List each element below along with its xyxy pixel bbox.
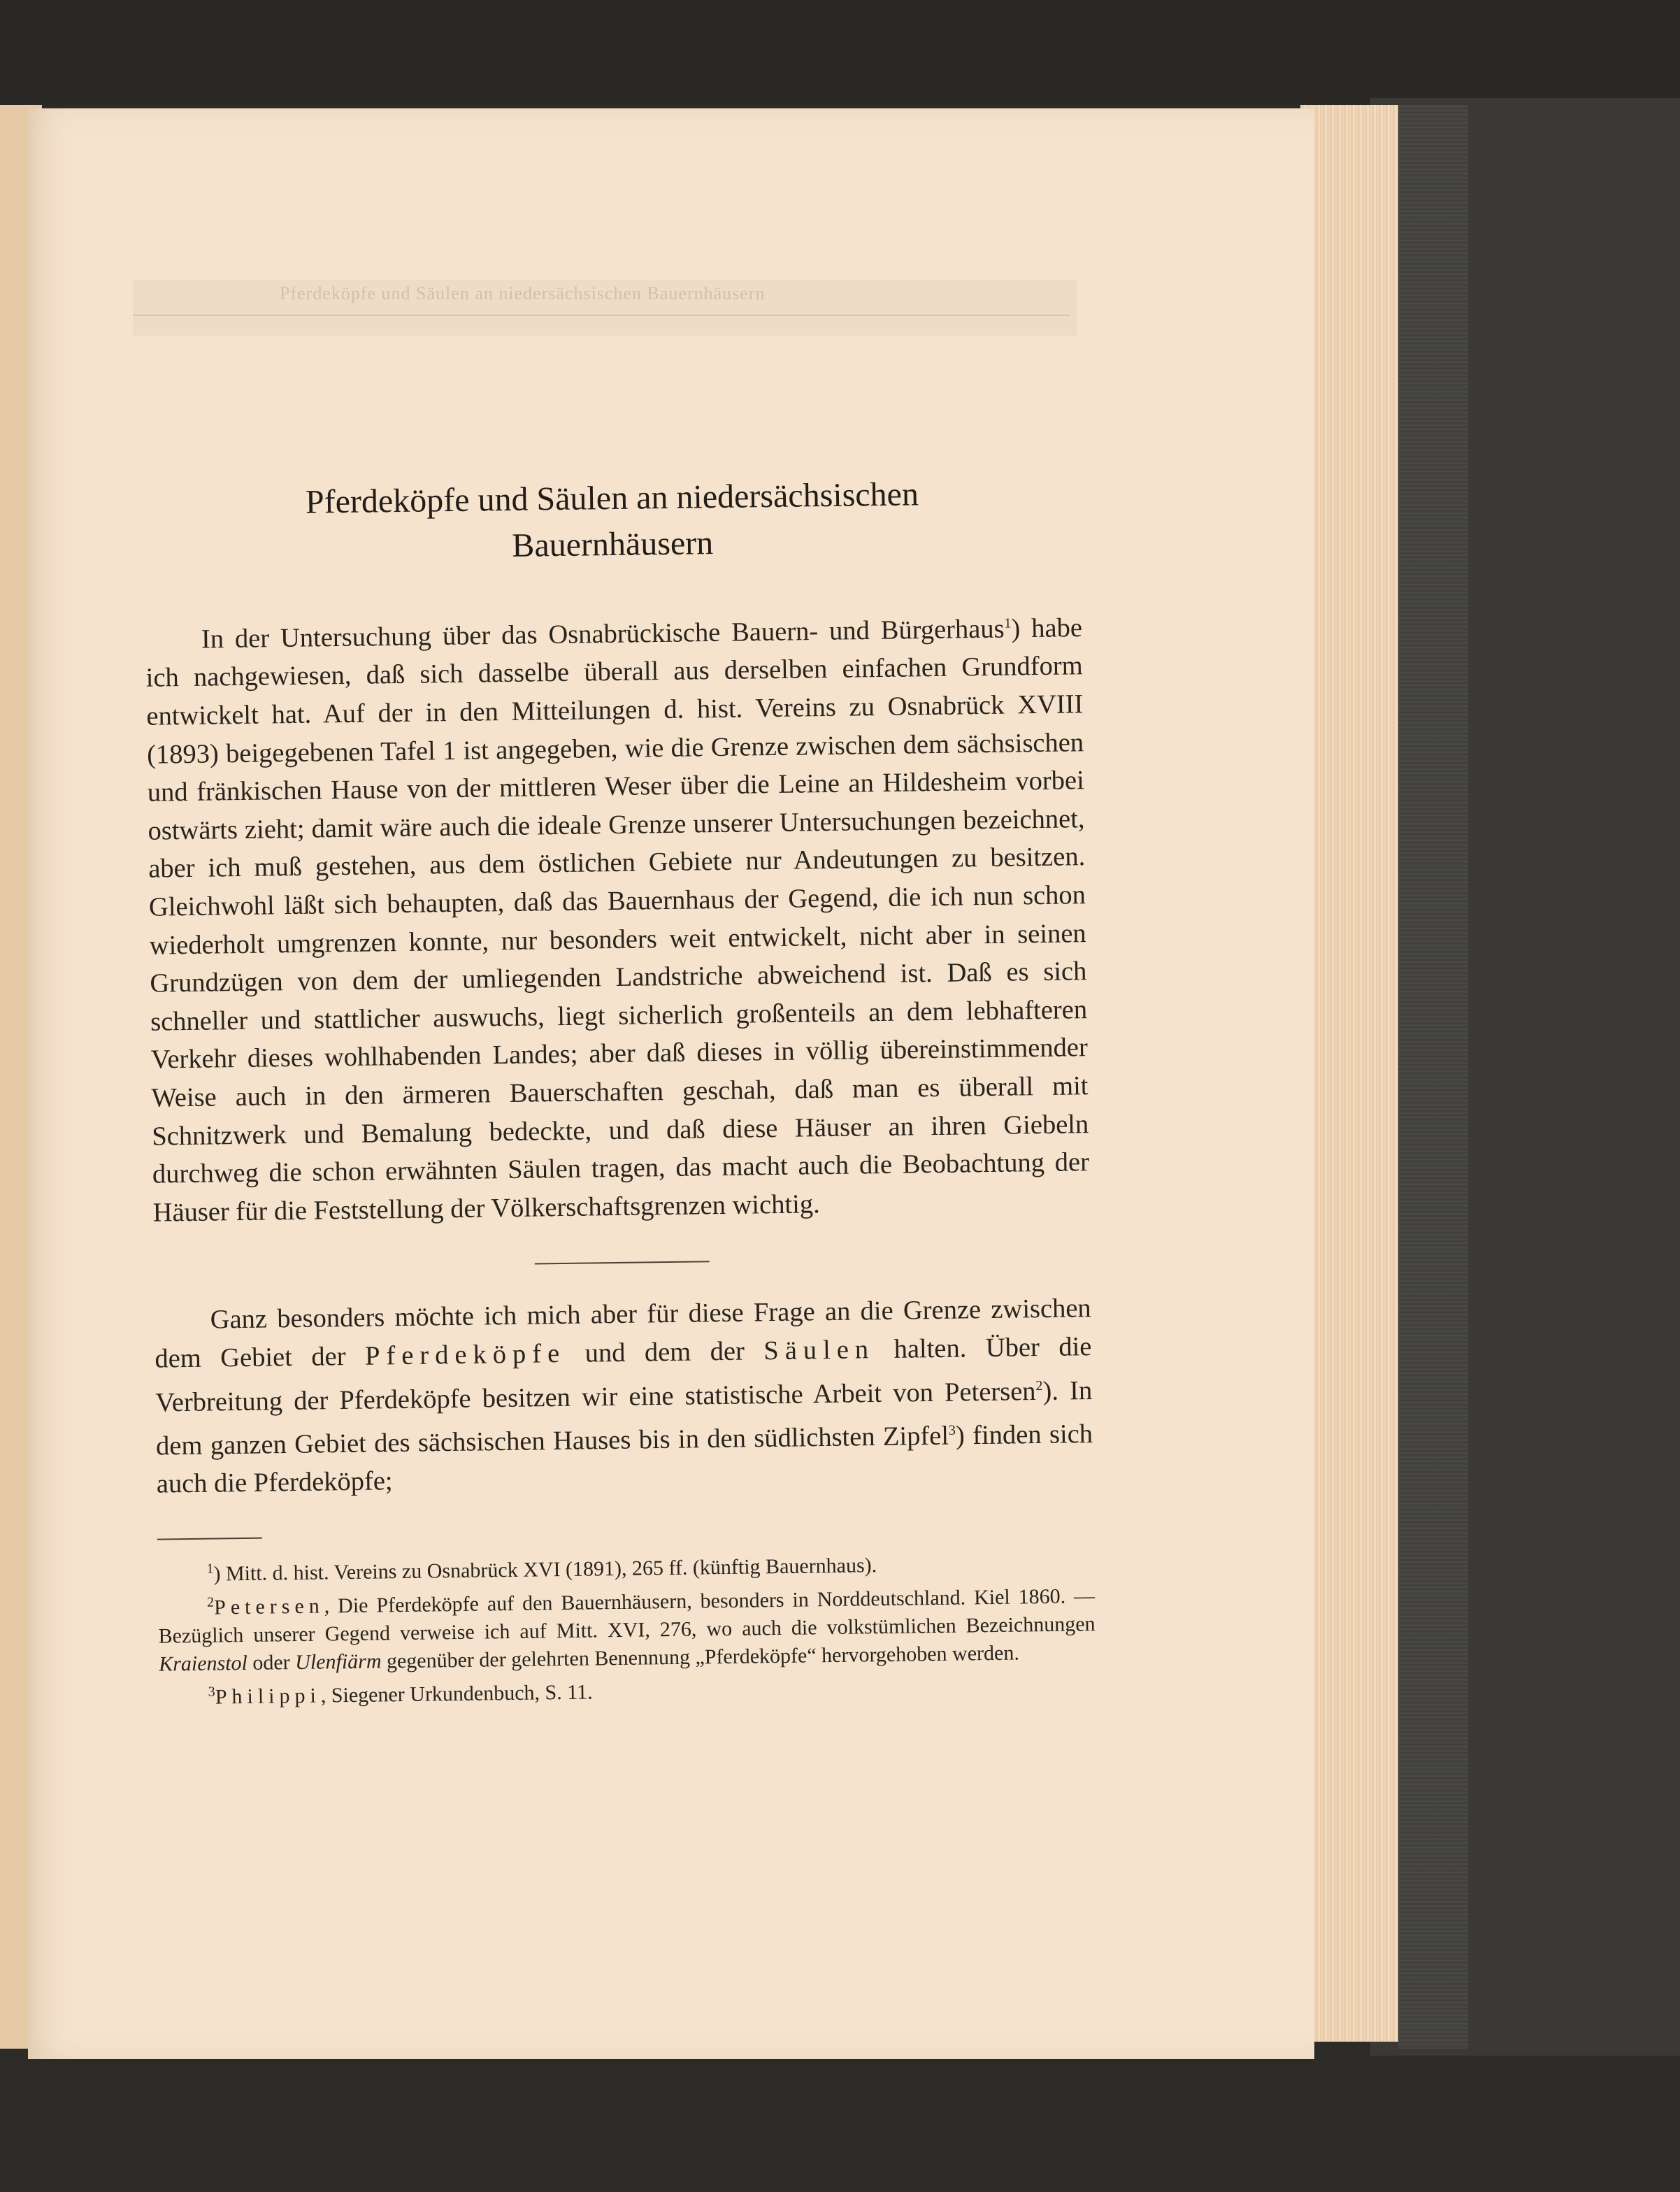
para1-text-a: In der Untersuchung über das Osnabrückische Bauern- und Bürgerhaus	[201, 614, 1005, 654]
page-content	[143, 469, 1096, 1712]
spaced-term-pferdekoepfe: Pferdeköpfe	[364, 1338, 566, 1371]
footnote-3-author: Philippi	[215, 1684, 322, 1709]
footnote-1-text: ) Mitt. d. hist. Vereins zu Osnabrück XVI (1891), 265 ff. (künftig Bauernhaus).	[213, 1554, 877, 1586]
para2-text-2: und dem der	[565, 1336, 764, 1368]
footnote-2-term-1: Kraienstol	[158, 1651, 248, 1676]
title-line-2: Bauernhäusern	[512, 524, 714, 564]
footnote-rule	[157, 1538, 262, 1540]
page-stack-edges	[1300, 105, 1398, 2042]
show-through-running-head: Pferdeköpfe und Säulen an niedersächsischen Bauernhäusern	[280, 283, 766, 303]
footnote-3-mark: 3	[208, 1684, 215, 1700]
para2-text-5: ) finden sich auch die Pferdeköpfe;	[156, 1419, 1093, 1500]
footnote-2-author: Petersen	[213, 1594, 324, 1619]
show-through-rule	[133, 315, 1070, 316]
para2-text-4: ). In dem ganzen Gebiet des sächsischen Hauses bis in den südlichsten Zipfel	[155, 1375, 1093, 1461]
paragraph-2	[154, 1289, 1093, 1503]
footnote-3-text: , Siegener Urkundenbuch, S. 11.	[320, 1680, 593, 1707]
para2-text-1: Ganz besonders möchte ich mich aber für diese Frage an die Grenze zwischen dem Gebiet der	[155, 1294, 1091, 1374]
footnote-2-text-b: oder	[247, 1651, 296, 1675]
footnote-ref-2: 2	[1035, 1377, 1043, 1394]
footnote-2-term-2: Ulenfiärm	[294, 1649, 382, 1675]
footnote-2-mark: 2	[206, 1594, 215, 1610]
section-separator	[535, 1261, 710, 1265]
spaced-term-saeulen: Säulen	[763, 1335, 875, 1366]
footnote-ref-1: 1	[1004, 615, 1012, 631]
para2-text-3: halten. Über die Verbreitung der Pferdeköpfe besitzen wir eine statistische Arbeit von Petersen	[155, 1332, 1092, 1417]
backdrop	[0, 0, 1680, 105]
footnote-1-mark: 1	[206, 1561, 214, 1577]
article-title	[143, 469, 1082, 574]
paragraph-1	[145, 603, 1090, 1232]
footnote-ref-3: 3	[948, 1422, 956, 1438]
para1-text-b: ) habe ich nachgewiesen, daß sich dasselbe überall aus derselben einfachen Grundform entwickelt hat. Auf der in den Mitteilungen d. hist. Vereins zu Osnabrück XVIII (1893) beigegebenen Tafel 1 ist angegeben, wie die Grenze zwischen dem sächsischen und fränkischen Hause von der mittleren Weser über die Leine an Hildesheim vorbei ostwärts zieht; damit wäre auch die ideale Grenze unserer Untersuchungen bezeichnet, aber ich muß gestehen, aus dem östlichen Gebiete nur Andeutungen zu besitzen. Gleichwohl läßt sich behaupten, daß das Bauernhaus der Gegend, die ich nun schon wiederholt umgrenzen konnte, nur besonders weit entwickelt, nicht aber in seinen Grundzügen von dem der umliegenden Landstriche abweichend ist. Daß es sich schneller und stattlicher auswuchs, liegt sicherlich großenteils an dem lebhafteren Verkehr dieses wohlhabenden Landes; aber daß dieses in völlig übereinstimmender Weise auch in den ärmeren Bauerschaften geschah, daß man es überall mit Schnitzwerk und Bemalung bedeckte, und daß diese Häuser an ihren Giebeln durchweg die schon erwähnten Säulen tragen, das macht auch die Beobachtung der Häuser für die Feststellung der Völkerschaftsgrenzen wichtig.	[145, 613, 1090, 1228]
book-cover-cloth	[1398, 105, 1468, 2049]
footnote-2-text-a: , Die Pferdeköpfe auf den Bauernhäusern, besonders in Norddeutschland. Kiel 1860. — Bezüglich unserer Gegend verweise ich auf Mitt. XVI, 276, wo auch die volkstümlichen Bezeichnungen	[158, 1584, 1096, 1648]
title-line-1: Pferdeköpfe und Säulen an niedersächsischen	[305, 475, 919, 521]
footnote-2	[158, 1577, 1096, 1679]
footnote-2-text-c: gegenüber der gelehrten Benennung „Pferdeköpfe“ hervorgehoben werden.	[381, 1641, 1020, 1673]
